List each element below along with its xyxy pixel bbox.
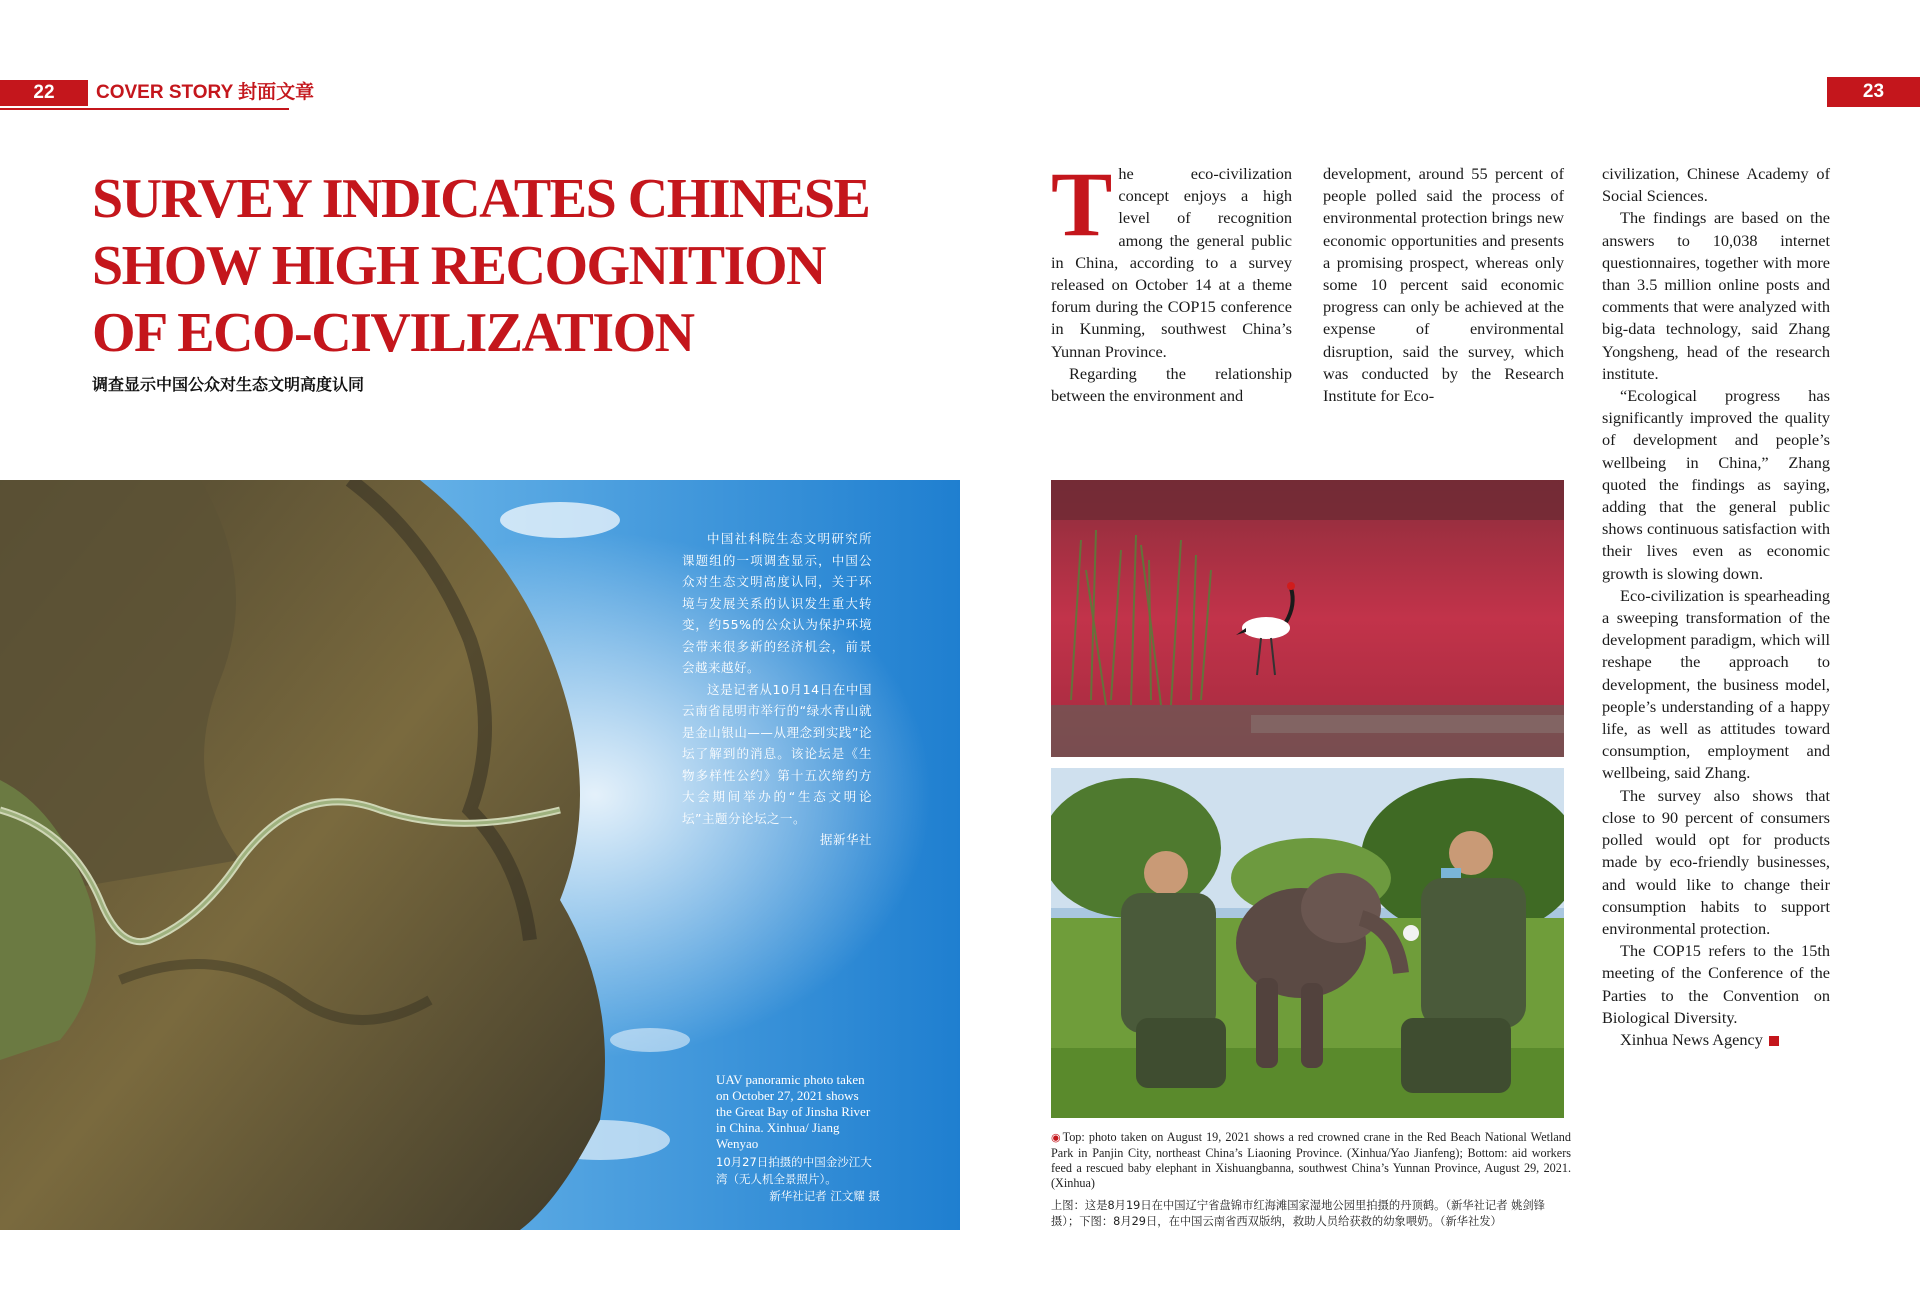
col2-paragraph-1: development, around 55 percent of people polled said the process of environmental protection brings new economic opportunities and presents a promising prospect, whereas only some 10 percent said economic progress can only be achieved at the expense of environmental disruption, said the survey, which was conducted by the Research Institute for Eco- bbox=[1323, 164, 1564, 406]
river-caption-cn-credit: 新华社记者 江文耀 摄 bbox=[769, 1189, 880, 1203]
signoff-text: Xinhua News Agency bbox=[1620, 1029, 1763, 1049]
river-photo-caption-en: UAV panoramic photo taken on October 27, 2021 shows the Great Bay of Jinsha River in China. Xinhua/ Jiang Wenyao bbox=[716, 1072, 871, 1151]
headline-line-1: SURVEY INDICATES CHINESE bbox=[92, 168, 870, 230]
article-headline bbox=[92, 166, 922, 367]
col3-paragraph-6: The COP15 refers to the 15th meeting of the Conference of the Parties to the Convention on Biological Diversity. bbox=[1602, 941, 1830, 1027]
article-subtitle-cn: 调查显示中国公众对生态文明高度认同 bbox=[92, 375, 365, 394]
photos-caption-en-text: Top: photo taken on August 19, 2021 shows a red crowned crane in the Red Beach National Wetland Park in Panjin City, northeast China’s Liaoning Province. (Xinhua/Yao Jianfeng); Bottom: aid workers feed a rescued baby elephant in Xishuangbanna, southwest China’s Yunnan Province, August 29, 2021. (Xinhua) bbox=[1051, 1130, 1571, 1190]
col3-paragraph-4: Eco-civilization is spearheading a sweeping transformation of the development paradigm, which will reshape the approach to development, the business model, people’s understanding of a happy life, as well as attitudes toward consumption, employment and wellbeing, said Zhang. bbox=[1602, 585, 1830, 783]
col3-paragraph-3: “Ecological progress has significantly improved the quality of development and people’s wellbeing in China,” Zhang quoted the findings as saying, adding that the general public shows continuous satisfaction with their lives even as economic growth is slowing down. bbox=[1602, 386, 1830, 583]
photos-caption-cn: 上图：这是8月19日在中国辽宁省盘锦市红海滩国家湿地公园里拍摄的丹顶鹤。（新华社记者 姚剑锋 摄）；下图：8月29日，在中国云南省西双版纳，救助人员给获救的幼象喂奶。（新华社发） bbox=[1051, 1199, 1545, 1228]
end-mark-icon bbox=[1769, 1036, 1779, 1046]
crane-wetland-photo bbox=[1051, 480, 1564, 757]
drop-cap: T bbox=[1051, 153, 1113, 255]
headline-line-3: OF ECO-CIVILIZATION bbox=[92, 302, 694, 364]
col1-paragraph-1: he eco-civilization concept enjoys a high level of recognition among the general public in China, according to a survey released on October 14 at a theme forum during the COP15 conference in Kunming, southwest China’s Yunnan Province. bbox=[1051, 164, 1292, 361]
article-column-3 bbox=[1602, 163, 1830, 1051]
page-number-right: 23 bbox=[1827, 77, 1920, 107]
camera-icon: ◉ bbox=[1051, 1132, 1061, 1144]
cn-summary-paragraph-2: 这是记者从10月14日在中国云南省昆明市举行的“绿水青山就是金山银山——从理念到实践”论坛了解到的消息。该论坛是《生物多样性公约》第十五次缔约方大会期间举办的“生态文明论坛”主题分论坛之一。 bbox=[682, 681, 872, 826]
section-label: COVER STORY 封面文章 bbox=[96, 82, 315, 103]
baby-elephant-photo bbox=[1051, 768, 1564, 1118]
page-header-left bbox=[0, 80, 315, 110]
article-column-1 bbox=[1051, 153, 1292, 407]
cn-summary-source: 据新华社 bbox=[819, 832, 872, 847]
col3-paragraph-2: The findings are based on the answers to 10,038 internet questionnaires, together with more than 3.5 million online posts and comments that were analyzed with big-data technology, said Zhang Yongsheng, head of the research institute. bbox=[1602, 208, 1830, 383]
headline-line-2: SHOW HIGH RECOGNITION bbox=[92, 235, 825, 297]
photos-caption-en bbox=[1051, 1130, 1571, 1191]
col3-paragraph-1: civilization, Chinese Academy of Social Sciences. bbox=[1602, 164, 1830, 206]
article-signoff bbox=[1602, 1029, 1830, 1051]
header-rule bbox=[0, 108, 289, 110]
river-photo-cn-summary bbox=[682, 528, 872, 851]
col3-paragraph-5: The survey also shows that close to 90 percent of consumers polled would opt for products made by eco-friendly businesses, and would like to change their consumption habits to support environmental protection. bbox=[1602, 785, 1830, 938]
article-paragraph bbox=[1051, 153, 1292, 363]
cn-summary-paragraph-1: 中国社科院生态文明研究所课题组的一项调查显示，中国公众对生态文明高度认同，关于环境与发展关系的认识发生重大转变，约55%的公众认为保护环境会带来很多新的经济机会，前景会越来越好。 bbox=[682, 531, 872, 675]
river-caption-cn-text: 10月27日拍摄的中国金沙江大湾（无人机全景照片）。 bbox=[716, 1155, 872, 1186]
col1-paragraph-2: Regarding the relationship between the environment and bbox=[1051, 363, 1292, 406]
article-column-2 bbox=[1323, 163, 1564, 407]
river-photo-caption-cn bbox=[716, 1154, 880, 1205]
page-number-left: 22 bbox=[0, 80, 88, 106]
